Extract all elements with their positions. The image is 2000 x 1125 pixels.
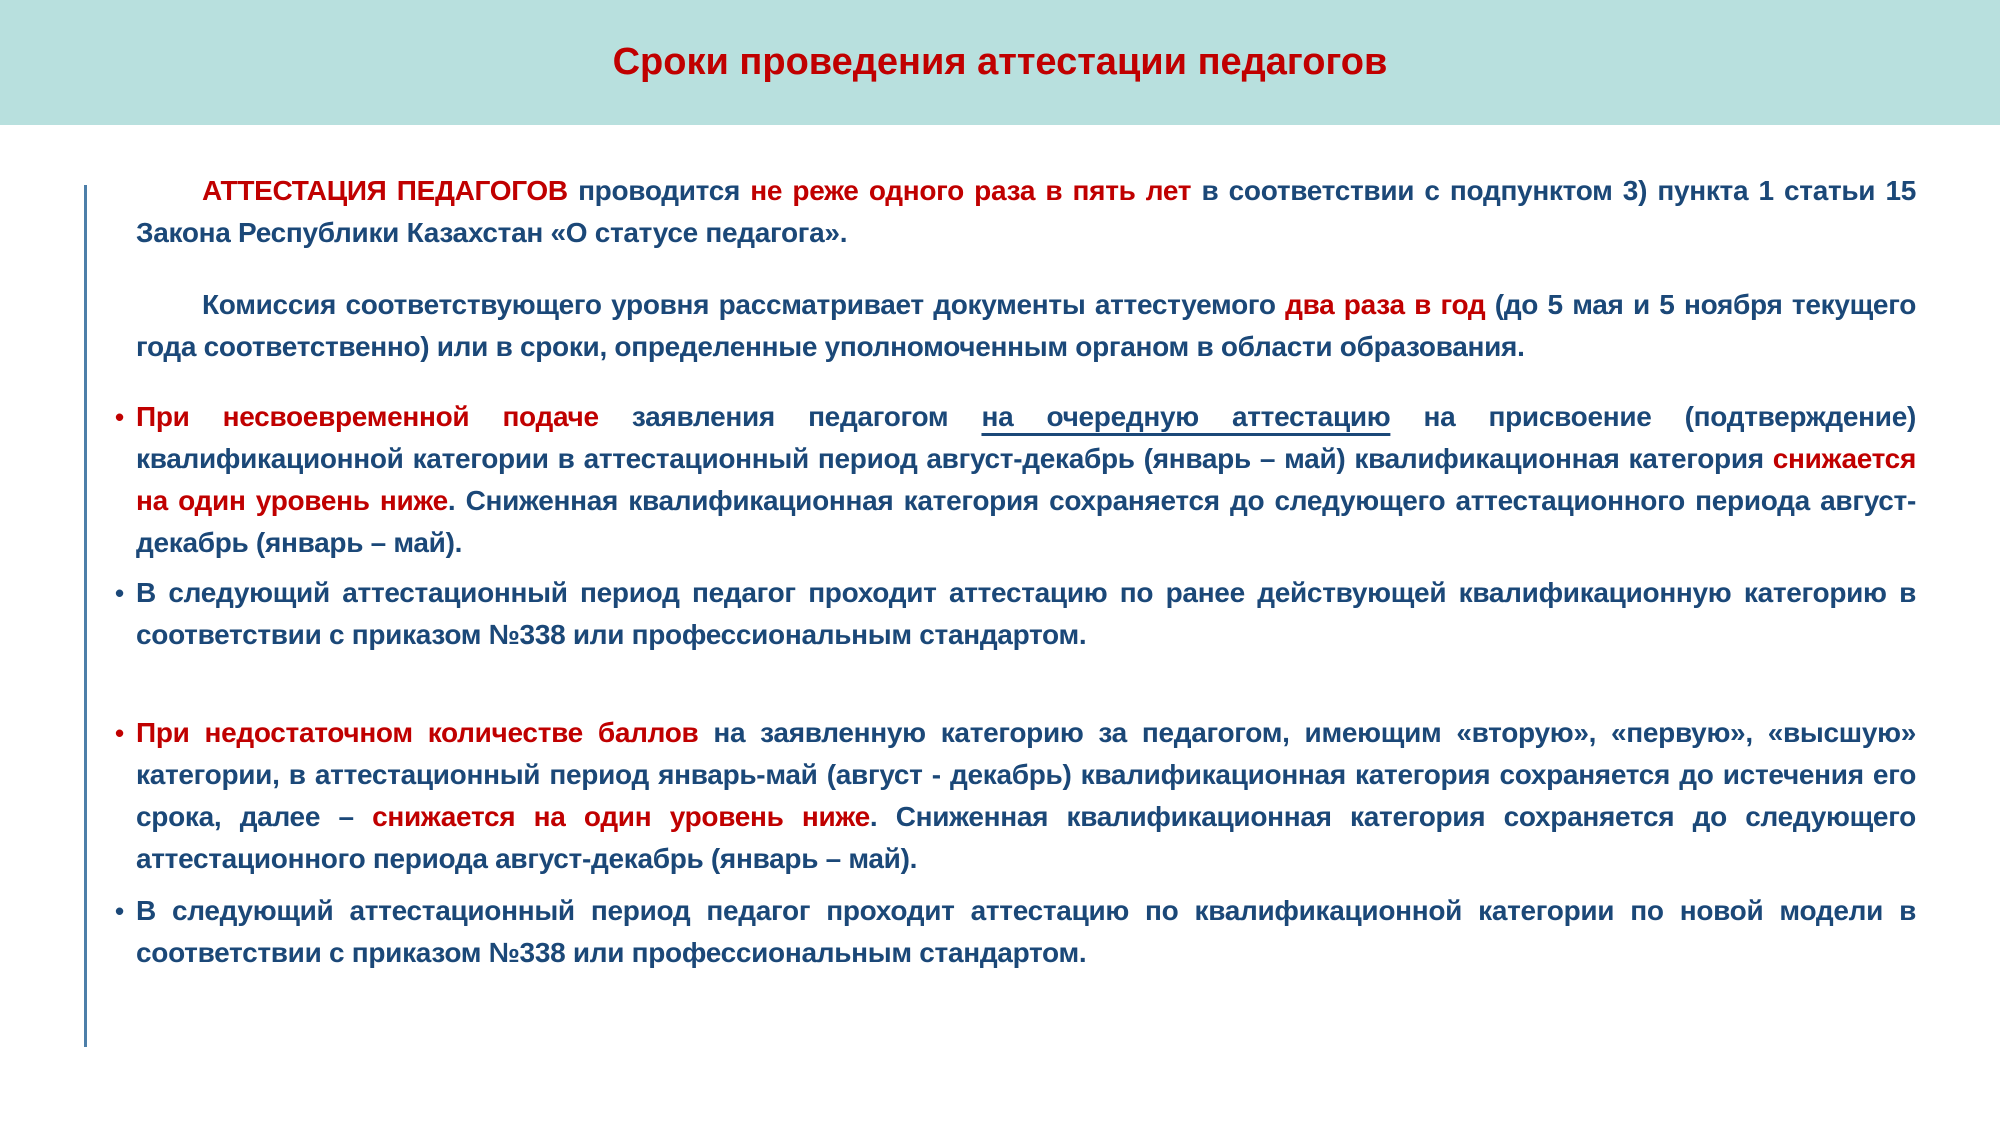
text-run: снижается на один уровень ниже xyxy=(136,443,1916,516)
bullet-marker: • xyxy=(115,402,124,432)
text-run: При недостаточном количестве баллов xyxy=(136,717,714,748)
title-bar xyxy=(0,0,2000,125)
text-run: Комиссия соответствующего уровня рассматривает документы аттестуемого xyxy=(202,289,1286,320)
text-run: При несвоевременной подаче xyxy=(136,401,632,432)
text-run-underlined: на очередную аттестацию xyxy=(981,401,1391,432)
text-run: АТТЕСТАЦИЯ ПЕДАГОГОВ xyxy=(202,175,579,206)
content-area xyxy=(115,170,1917,974)
text-run: В следующий аттестационный период педагог проходит аттестацию по ранее действующей квалификационную категорию в соответствии с приказом №338 или профессиональным стандартом. xyxy=(136,577,1916,650)
bullet-marker: • xyxy=(115,578,124,608)
text-run: . Сниженная квалификационная категория сохраняется до следующего аттестационного периода август-декабрь (январь – май). xyxy=(136,801,1916,874)
text-run: два раза в год xyxy=(1285,289,1495,320)
text-run: В следующий аттестационный период педагог проходит аттестацию по квалификационной категории по новой модели в соответствии с приказом №338 или профессиональным стандартом. xyxy=(136,895,1916,968)
bullet-late-application xyxy=(115,396,1916,564)
text-run: проводится xyxy=(578,175,751,206)
bullet-insufficient-points xyxy=(115,712,1917,880)
text-run: на присвоение (подтверждение) квалификационной категории в аттестационный период август-декабрь (январь – май) квалификационная категория xyxy=(136,401,1916,474)
text-run: заявления педагогом xyxy=(631,401,982,432)
text-run: снижается на один уровень ниже xyxy=(372,801,870,832)
bullet-next-period-new-model xyxy=(115,890,1916,974)
bullet-marker: • xyxy=(115,896,124,926)
text-run: (до 5 мая и 5 ноября текущего года соответственно) или в сроки, определенные уполномоченным органом в области образования. xyxy=(136,289,1916,362)
text-run: . Сниженная квалификационная категория сохраняется до следующего аттестационного периода август-декабрь (январь – май). xyxy=(136,485,1916,558)
slide-title: Сроки проведения аттестации педагогов xyxy=(612,41,1388,83)
text-run: не реже одного раза в пять лет xyxy=(750,175,1202,206)
left-accent-line xyxy=(84,185,87,1047)
paragraph-commission-review xyxy=(136,284,1916,368)
bullet-marker: • xyxy=(115,718,124,748)
bullet-next-period-previous-category xyxy=(115,572,1916,656)
text-run: в соответствии с подпунктом 3) пункта 1 статьи 15 Закона Республики Казахстан «О статусе педагога». xyxy=(136,175,1917,248)
text-run: на заявленную категорию за педагогом, имеющим «вторую», «первую», «высшую» категории, в аттестационный период январь-май (август - декабрь) квалификационная категория сохраняется до истечения его срока, далее – xyxy=(136,717,1917,832)
paragraph-attestation-frequency xyxy=(136,170,1916,254)
